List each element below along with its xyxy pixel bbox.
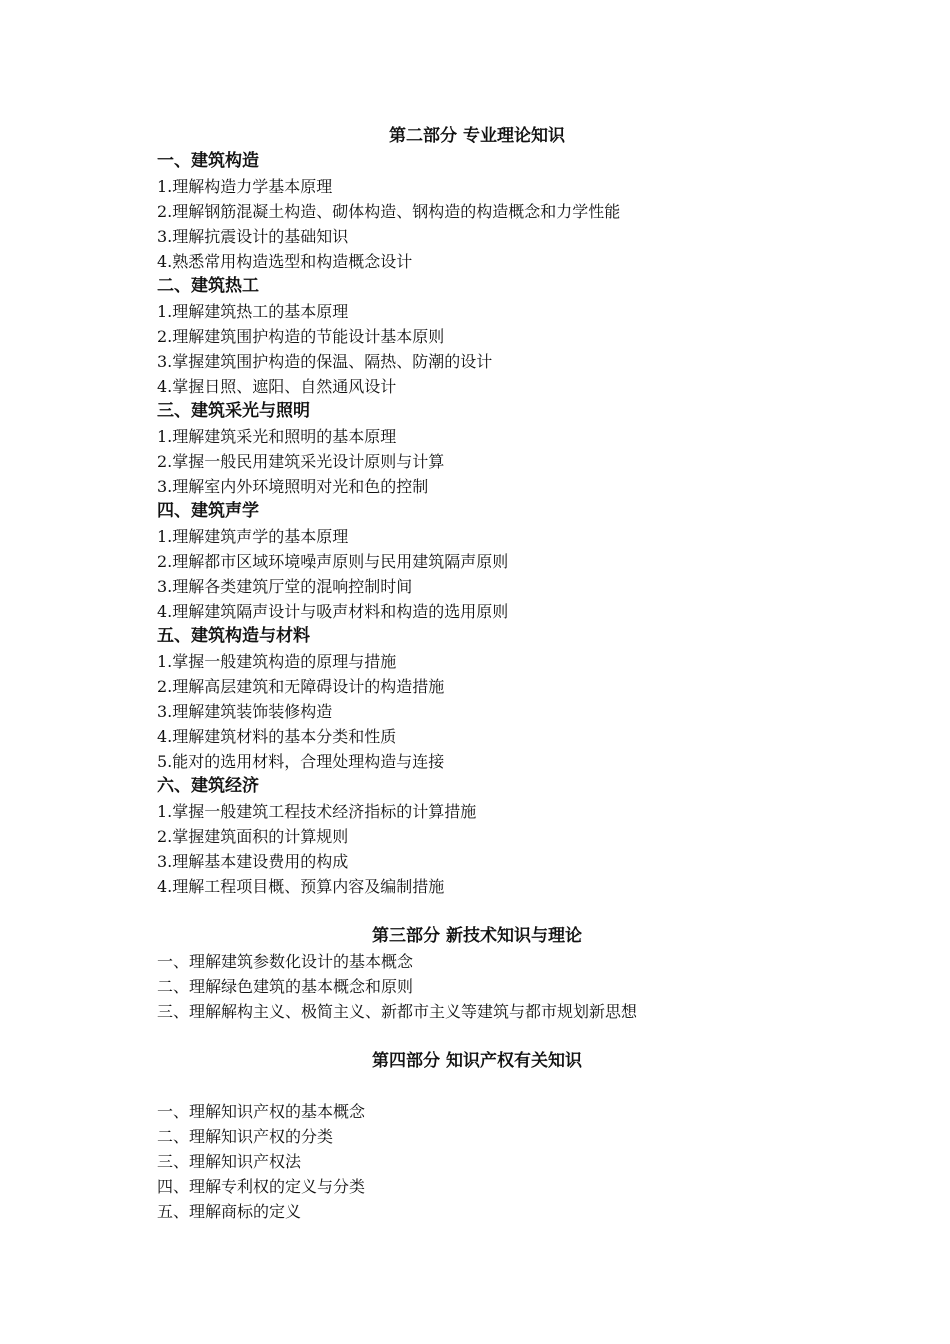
list-item: 2.理解都市区域环境噪声原则与民用建筑隔声原则 bbox=[157, 552, 509, 571]
list-item: 2.掌握一般民用建筑采光设计原则与计算 bbox=[157, 452, 445, 471]
list-item: 3.理解各类建筑厅堂的混响控制时间 bbox=[157, 577, 413, 596]
list-item: 4.理解建筑材料的基本分类和性质 bbox=[157, 727, 397, 746]
list-item: 1.理解构造力学基本原理 bbox=[157, 177, 333, 196]
list-item: 三、理解知识产权法 bbox=[157, 1152, 302, 1171]
list-item: 1.掌握一般建筑工程技术经济指标的计算措施 bbox=[157, 802, 477, 821]
list-item: 一、理解建筑参数化设计的基本概念 bbox=[157, 952, 414, 971]
part3-title: 第三部分 新技术知识与理论 bbox=[372, 926, 582, 946]
list-item: 5.能对的选用材料，合理处理构造与连接 bbox=[157, 752, 445, 771]
list-item: 4.掌握日照、遮阳、自然通风设计 bbox=[157, 377, 397, 396]
list-item: 3.理解建筑装饰装修构造 bbox=[157, 702, 333, 721]
part4-title: 第四部分 知识产权有关知识 bbox=[372, 1051, 582, 1071]
list-item: 3.掌握建筑围护构造的保温、隔热、防潮的设计 bbox=[157, 352, 493, 371]
list-item: 3.理解抗震设计的基础知识 bbox=[157, 227, 349, 246]
list-item: 二、理解知识产权的分类 bbox=[157, 1127, 334, 1146]
list-item: 三、理解解构主义、极简主义、新都市主义等建筑与都市规划新思想 bbox=[157, 1002, 638, 1021]
list-item: 五、理解商标的定义 bbox=[157, 1202, 302, 1221]
list-item: 2.掌握建筑面积的计算规则 bbox=[157, 827, 349, 846]
spacer bbox=[157, 1074, 797, 1099]
section-heading: 五、建筑构造与材料 bbox=[157, 626, 310, 646]
part2-title: 第二部分 专业理论知识 bbox=[389, 126, 565, 146]
spacer bbox=[157, 1024, 797, 1049]
list-item: 1.理解建筑热工的基本原理 bbox=[157, 302, 349, 321]
section-heading: 四、建筑声学 bbox=[157, 501, 259, 521]
section-heading: 三、建筑采光与照明 bbox=[157, 401, 310, 421]
list-item: 2.理解钢筋混凝土构造、砌体构造、钢构造的构造概念和力学性能 bbox=[157, 202, 621, 221]
list-item: 4.熟悉常用构造选型和构造概念设计 bbox=[157, 252, 413, 271]
list-item: 2.理解建筑围护构造的节能设计基本原则 bbox=[157, 327, 445, 346]
list-item: 4.理解工程项目概、预算内容及编制措施 bbox=[157, 877, 445, 896]
list-item: 1.理解建筑声学的基本原理 bbox=[157, 527, 349, 546]
document-content bbox=[157, 124, 797, 1224]
list-item: 1.理解建筑采光和照明的基本原理 bbox=[157, 427, 397, 446]
section-heading: 六、建筑经济 bbox=[157, 776, 259, 796]
list-item: 3.理解基本建设费用的构成 bbox=[157, 852, 349, 871]
list-item: 一、理解知识产权的基本概念 bbox=[157, 1102, 366, 1121]
list-item: 4.理解建筑隔声设计与吸声材料和构造的选用原则 bbox=[157, 602, 509, 621]
list-item: 1.掌握一般建筑构造的原理与措施 bbox=[157, 652, 397, 671]
list-item: 3.理解室内外环境照明对光和色的控制 bbox=[157, 477, 429, 496]
list-item: 四、理解专利权的定义与分类 bbox=[157, 1177, 366, 1196]
section-heading: 一、建筑构造 bbox=[157, 151, 259, 171]
list-item: 2.理解高层建筑和无障碍设计的构造措施 bbox=[157, 677, 445, 696]
spacer bbox=[157, 899, 797, 924]
list-item: 二、理解绿色建筑的基本概念和原则 bbox=[157, 977, 414, 996]
section-heading: 二、建筑热工 bbox=[157, 276, 259, 296]
